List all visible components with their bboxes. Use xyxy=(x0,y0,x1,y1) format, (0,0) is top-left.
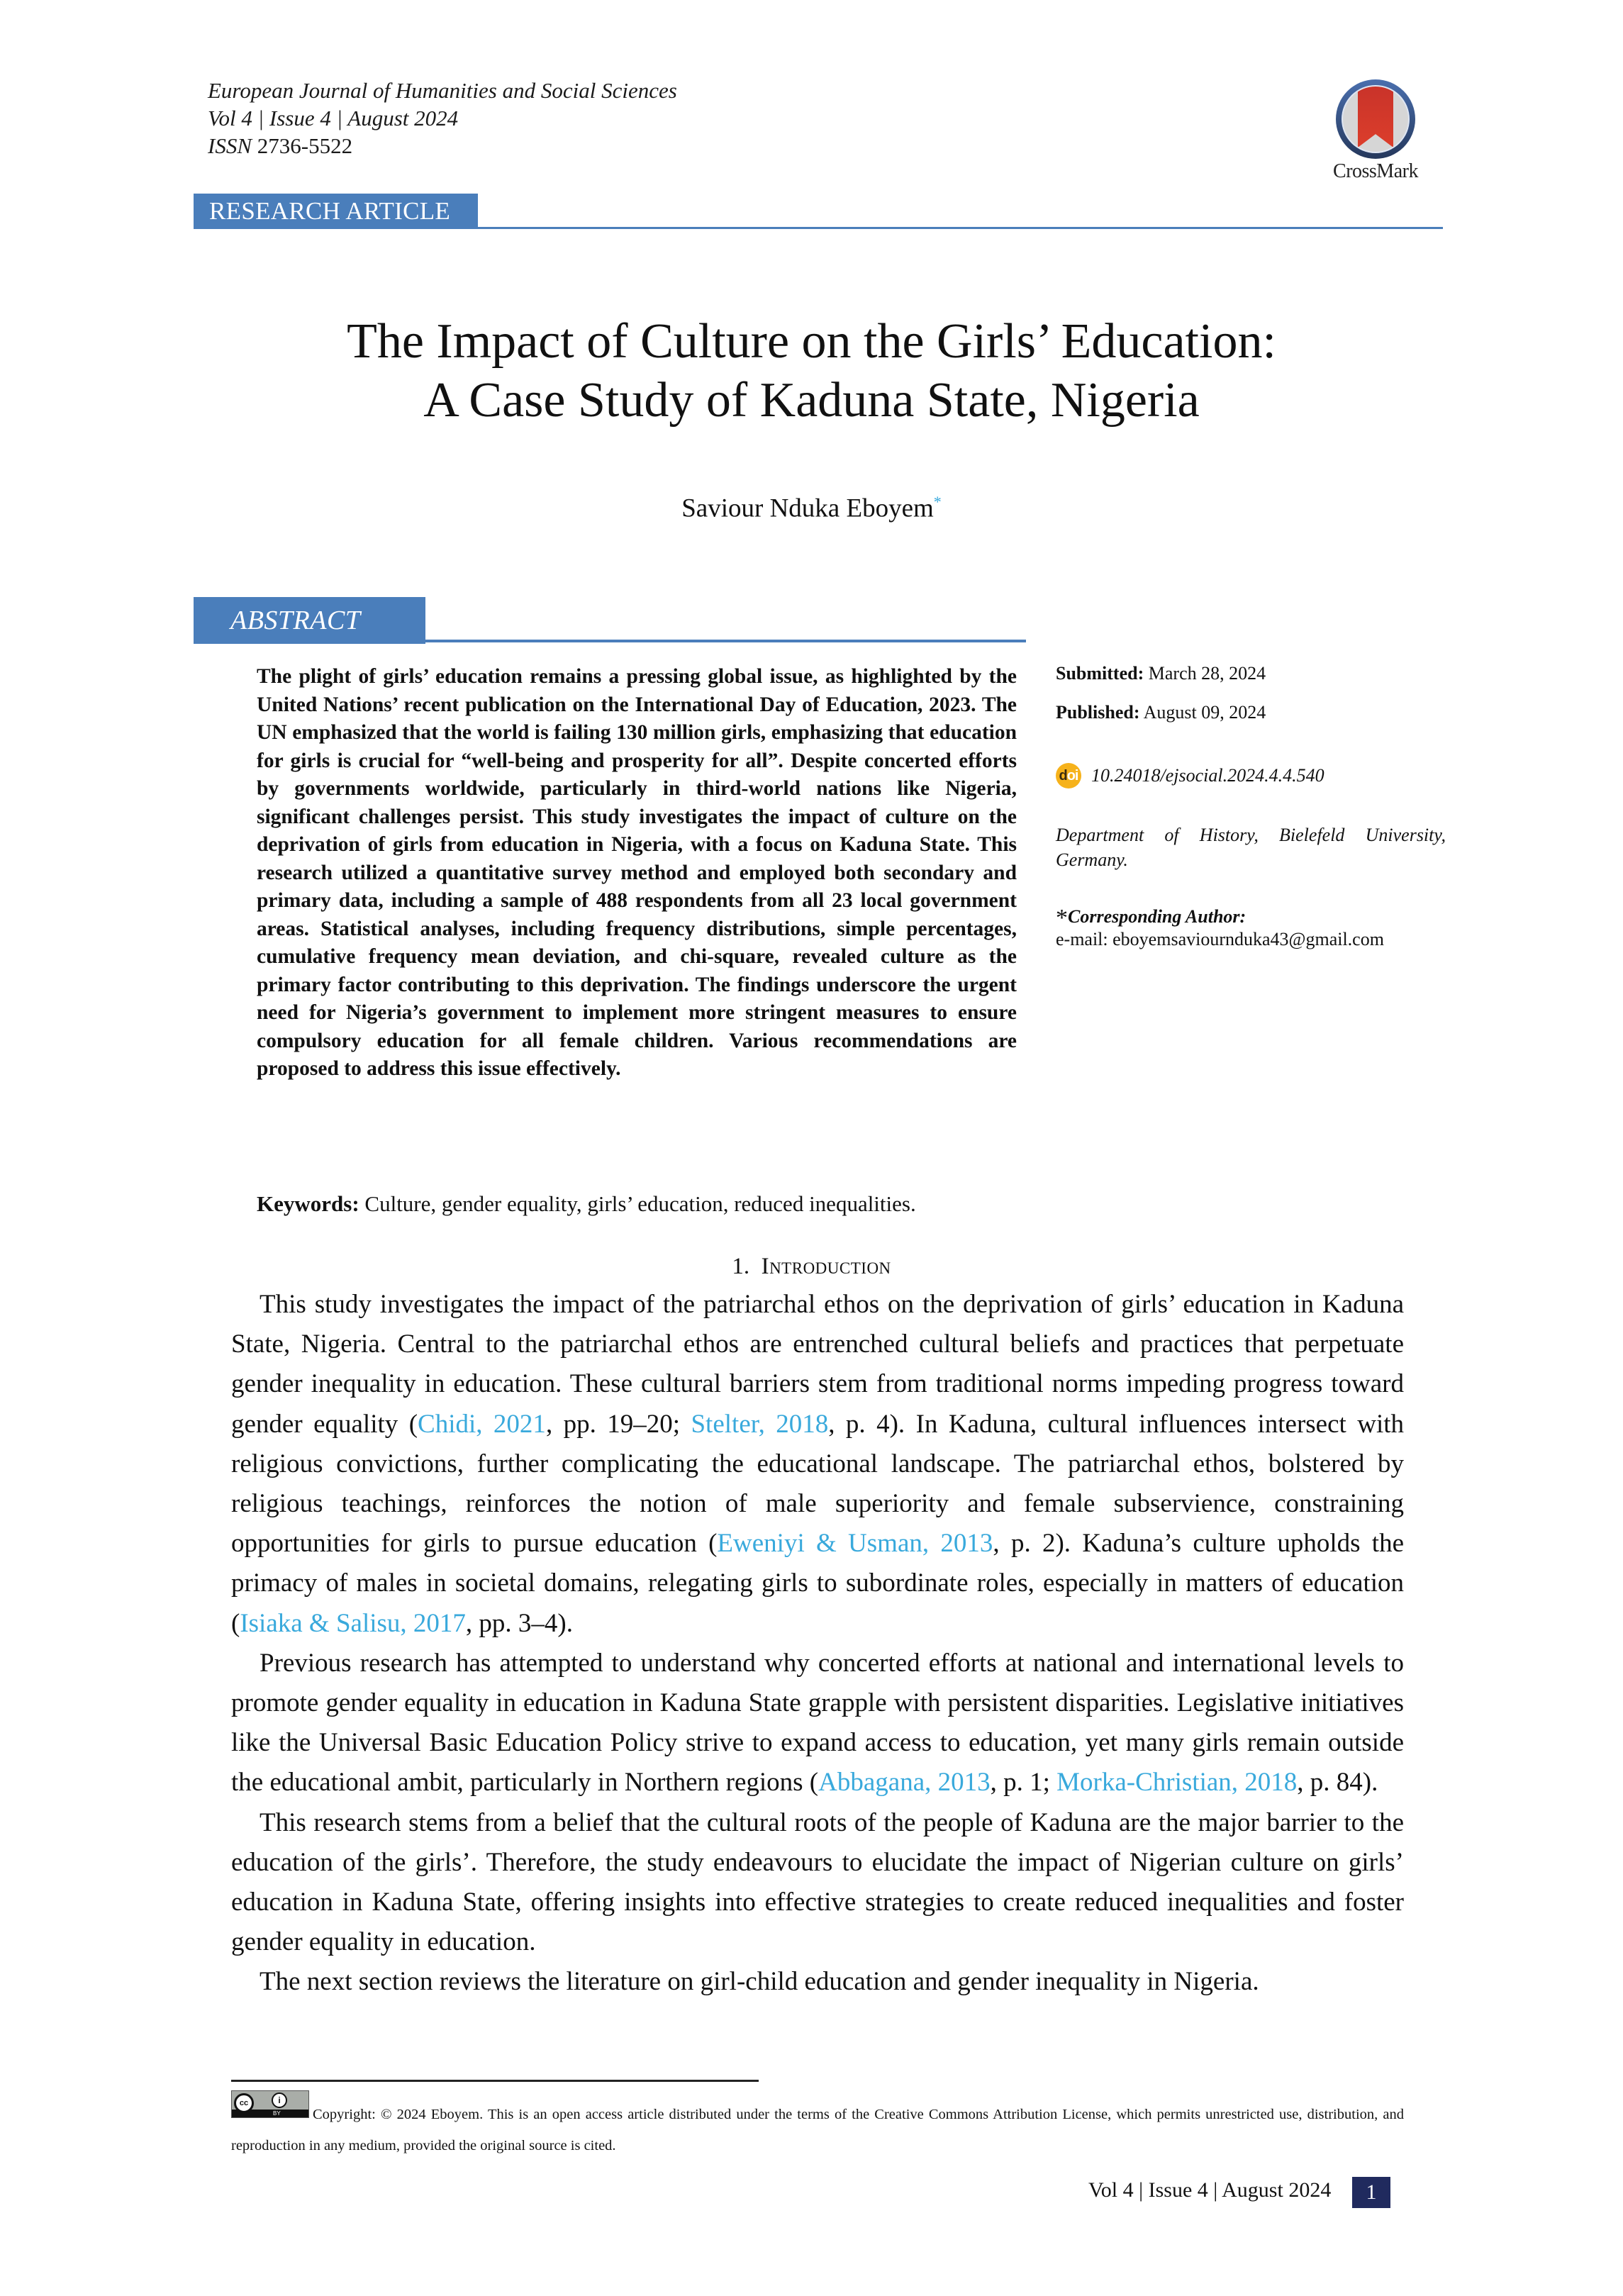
email-label: e-mail: xyxy=(1056,929,1108,949)
cc-icon: cc xyxy=(234,2093,254,2113)
keywords xyxy=(257,1191,916,1217)
citation-link[interactable]: Isiaka & Salisu, 2017 xyxy=(240,1608,466,1638)
paragraph-1 xyxy=(231,1285,1404,1644)
journal-issue: Vol 4 | Issue 4 | August 2024 xyxy=(208,106,459,130)
paragraph-3: This research stems from a belief that the cultural roots of the people of Kaduna are the major barrier to the education of the girls’. Therefore, the study endeavours to elucidate the impact of Nigerian culture on girls’ education in Kaduna State, offering insights into effective strategies to create reduced inequalities and foster gender equality in education. xyxy=(231,1807,1404,1957)
footer-issue-line: Vol 4 | Issue 4 | August 2024 xyxy=(1088,2178,1332,2202)
abstract-heading: ABSTRACT xyxy=(194,597,425,644)
author-line xyxy=(142,493,1481,523)
introduction-body xyxy=(231,1285,1404,2002)
citation-link[interactable]: Stelter, 2018 xyxy=(691,1409,829,1439)
abstract-body: The plight of girls’ education remains a pressing global issue, as highlighted by the United Nations’ recent publication on the International Day of Education, 2023. The UN emphasized that the world is failing 130 million girls, emphasizing that education for girls is crucial for “well-being and prosperity for all”. Despite concerted efforts by governments worldwide, particularly in third-world nations like Nigeria, significant challenges persist. This study investigates the impact of culture on the deprivation of girls from education in Nigeria, with a focus on Kaduna State. This research utilized a quantitative survey method and employed both secondary and primary data, including a sample of 488 respondents from all 23 local government areas. Statistical analyses, including frequency distributions, simple percentages, cumulative frequency mean deviation, and chi-square, revealed culture as the primary factor contributing to this deprivation. The findings underscore the urgent need for Nigeria’s government to implement more stringent measures to ensure compulsory education for all female children. Various recommendations are proposed to address this issue effectively. xyxy=(257,665,1017,1080)
by-label: BY xyxy=(273,2110,281,2117)
doi-link[interactable]: 10.24018/ejsocial.2024.4.4.540 xyxy=(1091,765,1324,786)
submitted-date xyxy=(1056,663,1266,684)
email-address[interactable]: eboyemsaviournduka43@gmail.com xyxy=(1112,929,1384,949)
paragraph-text: , p. 1; xyxy=(990,1768,1057,1798)
article-type-label: RESEARCH ARTICLE xyxy=(194,194,478,228)
submitted-value: March 28, 2024 xyxy=(1148,663,1266,684)
citation-link[interactable]: Eweniyi & Usman, 2013 xyxy=(717,1529,993,1559)
paragraph-text: , pp. 3–4). xyxy=(465,1608,573,1638)
crossmark-label: CrossMark xyxy=(1333,160,1418,182)
title-line-2: A Case Study of Kaduna State, Nigeria xyxy=(423,373,1200,428)
published-date xyxy=(1056,702,1266,723)
article-title xyxy=(142,312,1481,430)
page-number: 1 xyxy=(1352,2177,1390,2208)
footnote-divider xyxy=(231,2080,759,2082)
paragraph-text: , p. 2). Kaduna’s culture upholds the primacy of males in societal domains, relegating girls to subordinate roles, especially in matters of education ( xyxy=(231,1529,1405,1638)
paragraph-text: This study investigates the impact of the patriarchal ethos on the deprivation of girls’ education in Kaduna State, Nigeria. Central to the patriarchal ethos are entrenched cultural beliefs and practices that perpetuate gender inequality in education. These cultural barriers stem from traditional norms impeding progress toward gender equality ( xyxy=(231,1290,1404,1439)
doi-icon: d oi xyxy=(1056,763,1081,788)
section-number: 1. xyxy=(732,1254,750,1279)
section-title: Introduction xyxy=(761,1254,891,1279)
paragraph-text: Previous research has attempted to understand why concerted efforts at national and international levels to promote gender equality in education in Kaduna State grapple with persistent disparities. Legislative initiatives like the Universal Basic Education Policy strive to expand access to education, yet many girls remain outside the educational ambit, particularly in Northern regions ( xyxy=(231,1648,1404,1798)
attribution-icon: i xyxy=(272,2092,287,2108)
published-label: Published: xyxy=(1056,702,1140,723)
published-value: August 09, 2024 xyxy=(1143,702,1266,723)
crossmark-badge[interactable] xyxy=(1326,79,1425,183)
corresponding-author xyxy=(1056,906,1384,950)
corresponding-label: Corresponding Author: xyxy=(1068,906,1246,927)
issn-number: 2736-5522 xyxy=(257,133,353,158)
cc-by-license-icon[interactable] xyxy=(231,2090,309,2118)
abstract-divider xyxy=(194,640,1026,642)
header-divider xyxy=(194,227,1443,229)
section-heading-introduction xyxy=(142,1254,1481,1280)
keywords-list: Culture, gender equality, girls’ education, reduced inequalities. xyxy=(364,1191,916,1216)
crossmark-icon xyxy=(1336,79,1415,159)
license-notice: Copyright: © 2024 Eboyem. This is an open access article distributed under the terms of the Creative Commons Attribution License, which permits unrestricted use, distribution, and reproduction in any medium, provided the original source is cited. xyxy=(231,2107,1404,2153)
author-marker[interactable]: * xyxy=(933,493,942,511)
corresponding-marker: * xyxy=(1056,905,1068,931)
paragraph-4: The next section reviews the literature on girl-child education and gender inequality in Nigeria. xyxy=(260,1967,1259,1997)
paragraph-text: , p. 84). xyxy=(1297,1768,1378,1798)
title-line-1: The Impact of Culture on the Girls’ Education: xyxy=(347,314,1276,369)
paragraph-text: , pp. 19–20; xyxy=(545,1409,691,1439)
keywords-label: Keywords: xyxy=(257,1191,359,1216)
journal-issn xyxy=(208,132,677,160)
author-name: Saviour Nduka Eboyem xyxy=(681,494,934,523)
citation-link[interactable]: Morka-Christian, 2018 xyxy=(1056,1768,1298,1798)
citation-link[interactable]: Abbagana, 2013 xyxy=(818,1768,991,1798)
citation-link[interactable]: Chidi, 2021 xyxy=(418,1409,546,1439)
issn-label: ISSN xyxy=(208,133,252,158)
journal-header xyxy=(208,77,677,160)
paragraph-text: , p. 4). In Kaduna, cultural influences intersect with religious convictions, further complicating the educational landscape. The patriarchal ethos, bolstered by religious teachings, reinforces the notion of male superiority and female subservience, constraining opportunities for girls to pursue education ( xyxy=(231,1409,1404,1559)
paragraph-2 xyxy=(231,1644,1404,1803)
journal-name: European Journal of Humanities and Social Sciences xyxy=(208,78,677,103)
doi-row xyxy=(1056,763,1324,788)
author-affiliation: Department of History, Bielefeld University, Germany. xyxy=(1056,825,1446,870)
submitted-label: Submitted: xyxy=(1056,663,1144,684)
